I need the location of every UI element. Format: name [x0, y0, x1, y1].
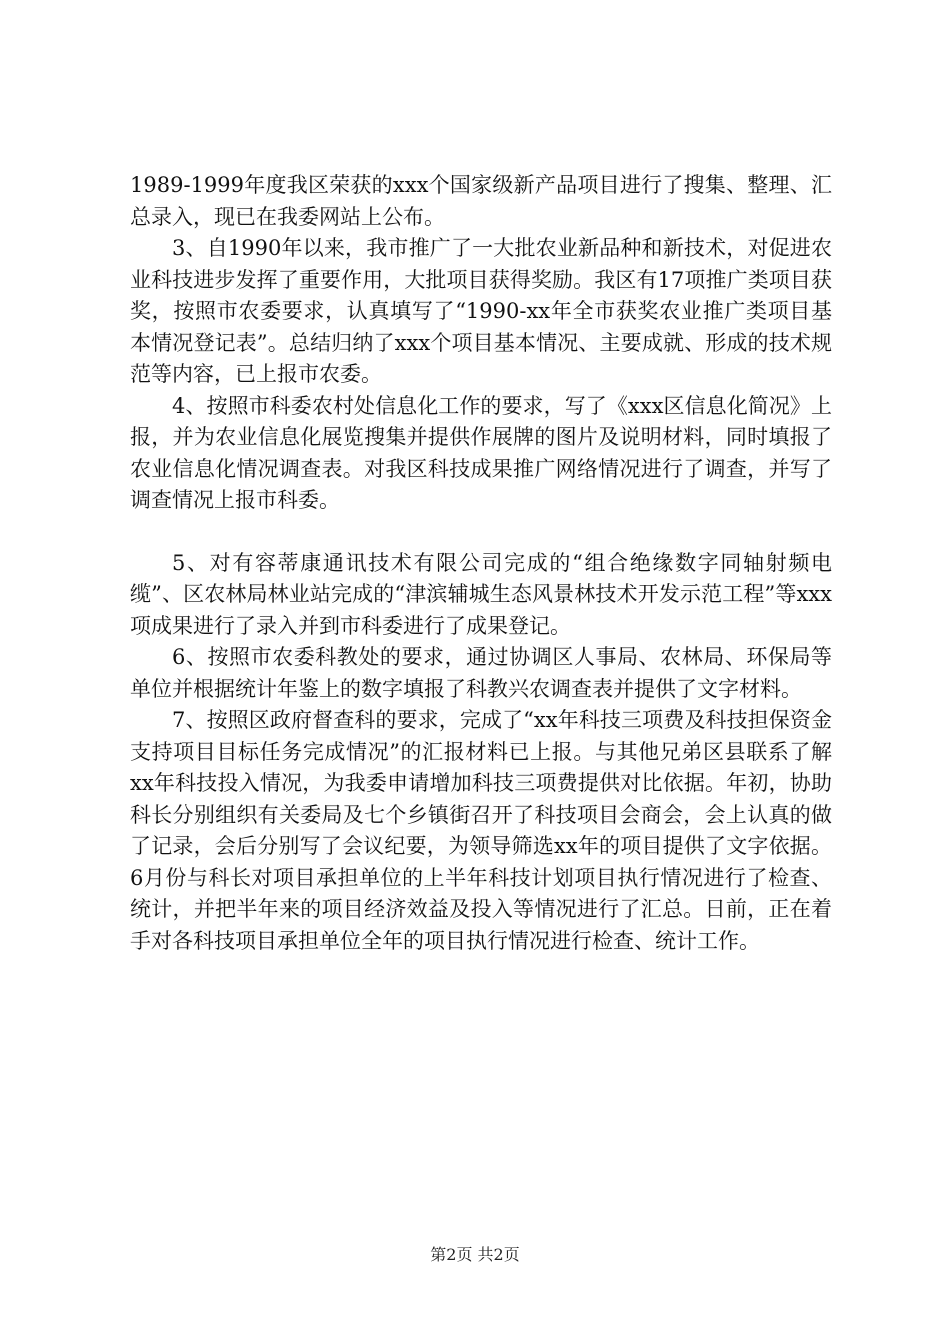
- paragraph-item-5: 5、对有容蒂康通讯技术有限公司完成的“组合绝缘数字同轴射频电缆”、区农林局林业站完成的“津滨辅城生态风景林技术开发示范工程”等xxx项成果进行了录入并到市科委进行了成果登记。: [130, 550, 832, 638]
- document-body: [130, 170, 832, 957]
- paragraph-item-7: 7、按照区政府督查科的要求，完成了“xx年科技三项费及科技担保资金支持项目目标任务完成情况”的汇报材料已上报。与其他兄弟区县联系了解xx年科技投入情况，为我委申请增加科技三项费提供对比依据。年初，协助科长分别组织有关委局及七个乡镇街召开了科技项目会商会，会上认真的做了记录，会后分别写了会议纪要，为领导筛选xx年的项目提供了文字依据。6月份与科长对项目承担单位的上半年科技计划项目执行情况进行了检查、统计，并把半年来的项目经济效益及投入等情况进行了汇总。日前，正在着手对各科技项目承担单位全年的项目执行情况进行检查、统计工作。: [130, 708, 832, 953]
- paragraph-item-4: 4、按照市科委农村处信息化工作的要求，写了《xxx区信息化简况》上报，并为农业信息化展览搜集并提供作展牌的图片及说明材料，同时填报了农业信息化情况调查表。对我区科技成果推广网络情况进行了调查，并写了调查情况上报市科委。: [130, 393, 832, 512]
- paragraph-item-3: 3、自1990年以来，我市推广了一大批农业新品种和新技术，对促进农业科技进步发挥了重要作用，大批项目获得奖励。我区有17项推广类项目获奖，按照市农委要求，认真填写了“1990-xx年全市获奖农业推广类项目基本情况登记表”。总结归纳了xxx个项目基本情况、主要成就、形成的技术规范等内容，已上报市农委。: [130, 236, 832, 386]
- paragraph-item-6: 6、按照市农委科教处的要求，通过协调区人事局、农林局、环保局等单位并根据统计年鉴上的数字填报了科教兴农调查表并提供了文字材料。: [130, 645, 832, 701]
- page-number-footer: 第2页 共2页: [430, 1245, 520, 1264]
- paragraph-continuation: 1989-1999年度我区荣获的xxx个国家级新产品项目进行了搜集、整理、汇总录入，现已在我委网站上公布。: [130, 173, 832, 229]
